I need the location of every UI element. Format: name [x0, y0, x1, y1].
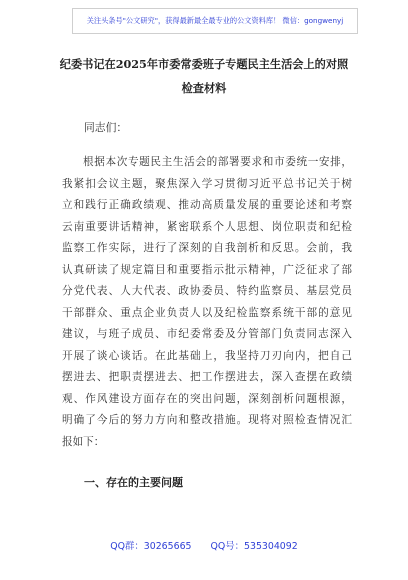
header-banner-text: 关注头条号"公文研究"，获得最新最全最专业的公文资料库！ 微信：gongwenyj	[86, 16, 344, 25]
document-title-line-2: 检查材料	[181, 81, 227, 95]
header-banner	[72, 8, 358, 34]
body-line: 报如下：	[62, 435, 105, 448]
document-title-line-1: 纪委书记在2025年市委常委班子专题民主生活会上的对照	[59, 57, 349, 71]
body-line: 监察工作实际，进行了深刻的自我剖析和反思。会前，我	[62, 242, 352, 254]
salutation: 同志们：	[84, 121, 128, 134]
body-line: 我紧扣会议主题，聚焦深入学习贯彻习近平总书记关于树	[62, 177, 352, 190]
body-line: 明确了今后的努力方向和整改措施。现将对照检查情况汇	[62, 414, 352, 426]
body-line: 干部群众、重点企业负责人以及纪检监察系统干部的意见	[62, 306, 352, 319]
section-heading: 一、存在的主要问题	[84, 476, 183, 489]
body-line: 云南重要讲话精神，紧密联系个人思想、岗位职责和纪检	[62, 220, 352, 233]
body-line: 开展了谈心谈话。在此基础上，我坚持刀刃向内，把自己	[62, 349, 352, 362]
body-line: 认真研读了规定篇目和重要指示批示精神，广泛征求了部	[62, 263, 352, 276]
body-line: 立和践行正确政绩观、推动高质量发展的重要论述和考察	[62, 199, 352, 211]
body-line: 观、作风建设方面存在的突出问题，深刻剖析问题根源，	[62, 392, 352, 405]
body-paragraph	[62, 152, 352, 453]
footer-contact	[0, 538, 408, 552]
body-line: 分党代表、人大代表、政协委员、特约监察员、基层党员	[62, 285, 352, 297]
footer-qq-group: QQ群：30265665	[110, 541, 192, 552]
body-line: 摆进去、把职责摆进去、把工作摆进去，深入查摆在政绩	[62, 371, 352, 383]
body-line: 建议，与班子成员、市纪委常委及分管部门负责同志深入	[62, 328, 352, 340]
body-line: 根据本次专题民主生活会的部署要求和市委统一安排，	[83, 156, 352, 168]
footer-qq-number: QQ号：535304092	[210, 541, 298, 552]
